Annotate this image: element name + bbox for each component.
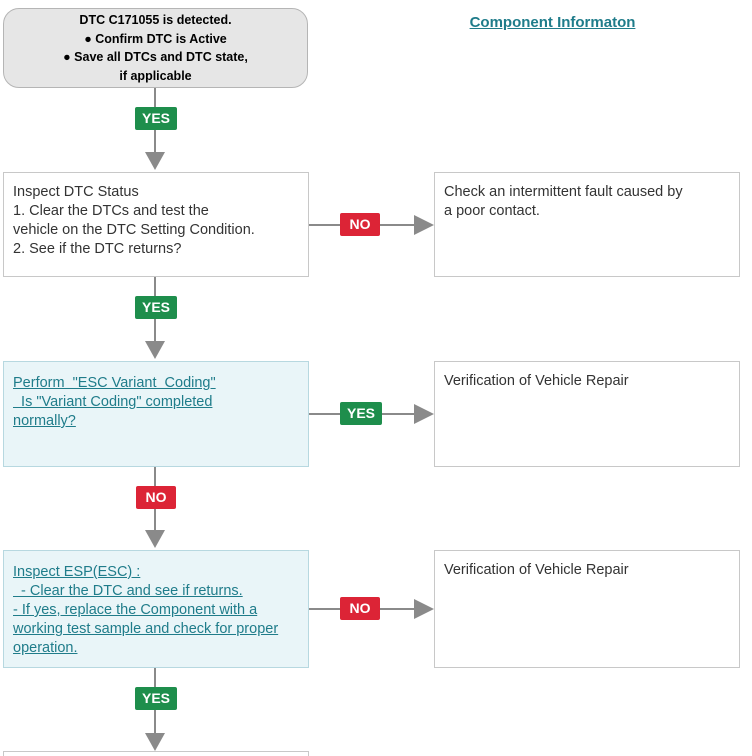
yes-badge: YES — [135, 296, 177, 319]
inspect-dtc-status-box — [3, 172, 309, 277]
step3-link-line[interactable]: - If yes, replace the Component with a — [13, 602, 258, 618]
step2-link-line[interactable]: normally? — [13, 413, 76, 429]
result-line: Check an intermittent fault caused by — [444, 184, 683, 200]
result-line: Verification of Vehicle Repair — [444, 373, 629, 389]
step2-link-line[interactable]: Perform "ESC Variant Coding" — [13, 375, 216, 391]
arrow-right-icon — [414, 404, 434, 424]
arrow-right-icon — [414, 215, 434, 235]
result-line: Verification of Vehicle Repair — [444, 562, 629, 578]
step3-link-line[interactable]: operation. — [13, 640, 78, 656]
yes-badge: YES — [135, 687, 177, 710]
arrow-down-icon — [145, 341, 165, 359]
esc-variant-coding-box[interactable] — [3, 361, 309, 467]
no-badge: NO — [340, 597, 380, 620]
component-information-link[interactable]: Component Informaton — [469, 14, 636, 31]
start-node — [3, 8, 308, 88]
start-line: ● Confirm DTC is Active — [84, 31, 227, 46]
result-line: a poor contact. — [444, 203, 540, 219]
inspect-esp-box[interactable] — [3, 550, 309, 668]
step1-line: vehicle on the DTC Setting Condition. — [13, 222, 255, 238]
step1-line: 2. See if the DTC returns? — [13, 241, 182, 257]
verification-box — [434, 550, 740, 668]
step3-link-line[interactable]: working test sample and check for proper — [13, 621, 279, 637]
arrow-right-icon — [414, 599, 434, 619]
start-line: if applicable — [119, 68, 192, 83]
next-step-box — [3, 751, 309, 756]
intermittent-fault-box — [434, 172, 740, 277]
step1-line: 1. Clear the DTCs and test the — [13, 203, 209, 219]
step2-link-line[interactable]: Is "Variant Coding" completed — [13, 394, 213, 410]
start-line: DTC C171055 is detected. — [79, 13, 232, 27]
start-line: ● Save all DTCs and DTC state, — [63, 50, 248, 64]
arrow-down-icon — [145, 152, 165, 170]
arrow-down-icon — [145, 530, 165, 548]
verification-box — [434, 361, 740, 467]
arrow-down-icon — [145, 733, 165, 751]
step3-link-line[interactable]: - Clear the DTC and see if returns. — [13, 583, 243, 599]
step3-link-line[interactable]: Inspect ESP(ESC) : — [13, 564, 141, 580]
step1-line: Inspect DTC Status — [13, 184, 139, 200]
no-badge: NO — [340, 213, 380, 236]
yes-badge: YES — [340, 402, 382, 425]
yes-badge: YES — [135, 107, 177, 130]
no-badge: NO — [136, 486, 176, 509]
